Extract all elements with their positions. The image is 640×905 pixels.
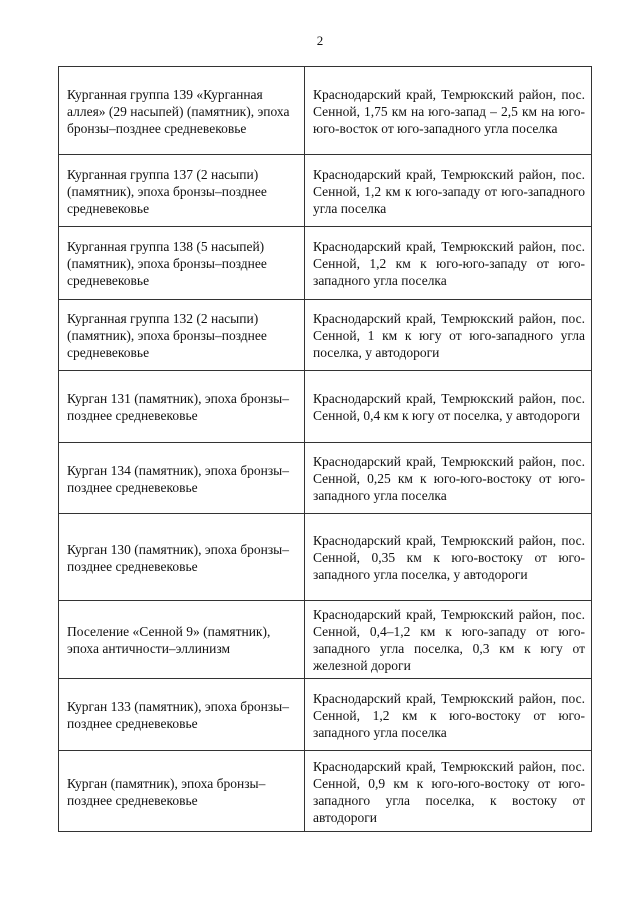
monument-name: Курган 131 (памятник), эпоха бронзы‒позднее средневековье — [59, 371, 305, 443]
monument-name: Поселение «Сенной 9» (памятник), эпоха античности‒эллинизм — [59, 601, 305, 679]
monument-name: Курган 134 (памятник), эпоха бронзы‒позднее средневековье — [59, 443, 305, 514]
page-number: 2 — [316, 33, 324, 48]
monument-location: Краснодарский край, Темрюкский район, пос. Сенной, 1,75 км на юго-запад – 2,5 км на юго-юго-восток от юго-западного угла поселка — [305, 67, 592, 155]
monument-name: Курган (памятник), эпоха бронзы‒позднее средневековье — [59, 751, 305, 832]
table-row — [59, 443, 592, 514]
table-row — [59, 300, 592, 371]
table-row — [59, 371, 592, 443]
table-row — [59, 227, 592, 300]
monument-location: Краснодарский край, Темрюкский район, пос. Сенной, 1,2 км к юго-западу от юго-западного угла поселка — [305, 155, 592, 227]
monument-location: Краснодарский край, Темрюкский район, пос. Сенной, 0,4 км к югу от поселка, у автодороги — [305, 371, 592, 443]
table-row — [59, 679, 592, 751]
table-row — [59, 155, 592, 227]
monument-name: Курганная группа 138 (5 насыпей) (памятник), эпоха бронзы‒позднее средневековье — [59, 227, 305, 300]
monument-location: Краснодарский край, Темрюкский район, пос. Сенной, 0,4‒1,2 км к юго-западу от юго-западного угла поселка, 0,3 км к югу от железной дороги — [305, 601, 592, 679]
monument-location: Краснодарский край, Темрюкский район, пос. Сенной, 0,35 км к юго-востоку от юго-западного угла поселка, у автодороги — [305, 514, 592, 601]
table-row — [59, 751, 592, 832]
table-row — [59, 601, 592, 679]
monument-location: Краснодарский край, Темрюкский район, пос. Сенной, 1,2 км к юго-юго-западу от юго-западного угла поселка — [305, 227, 592, 300]
monument-location: Краснодарский край, Темрюкский район, пос. Сенной, 0,25 км к юго-юго-востоку от юго-западного угла поселка — [305, 443, 592, 514]
table-row — [59, 514, 592, 601]
monument-name: Курганная группа 139 «Курганная аллея» (29 насыпей) (памятник), эпоха бронзы‒позднее средневековье — [59, 67, 305, 155]
monument-name: Курган 133 (памятник), эпоха бронзы‒позднее средневековье — [59, 679, 305, 751]
monuments-table — [58, 66, 592, 832]
monument-location: Краснодарский край, Темрюкский район, пос. Сенной, 1,2 км к юго-востоку от юго-западного угла поселка — [305, 679, 592, 751]
monument-location: Краснодарский край, Темрюкский район, пос. Сенной, 0,9 км к юго-юго-востоку от юго-западного угла поселка, к востоку от автодороги — [305, 751, 592, 832]
monument-name: Курганная группа 137 (2 насыпи) (памятник), эпоха бронзы‒позднее средневековье — [59, 155, 305, 227]
monument-name: Курган 130 (памятник), эпоха бронзы‒позднее средневековье — [59, 514, 305, 601]
monument-name: Курганная группа 132 (2 насыпи) (памятник), эпоха бронзы‒позднее средневековье — [59, 300, 305, 371]
monument-location: Краснодарский край, Темрюкский район, пос. Сенной, 1 км к югу от юго-западного угла поселка, у автодороги — [305, 300, 592, 371]
table-row — [59, 67, 592, 155]
